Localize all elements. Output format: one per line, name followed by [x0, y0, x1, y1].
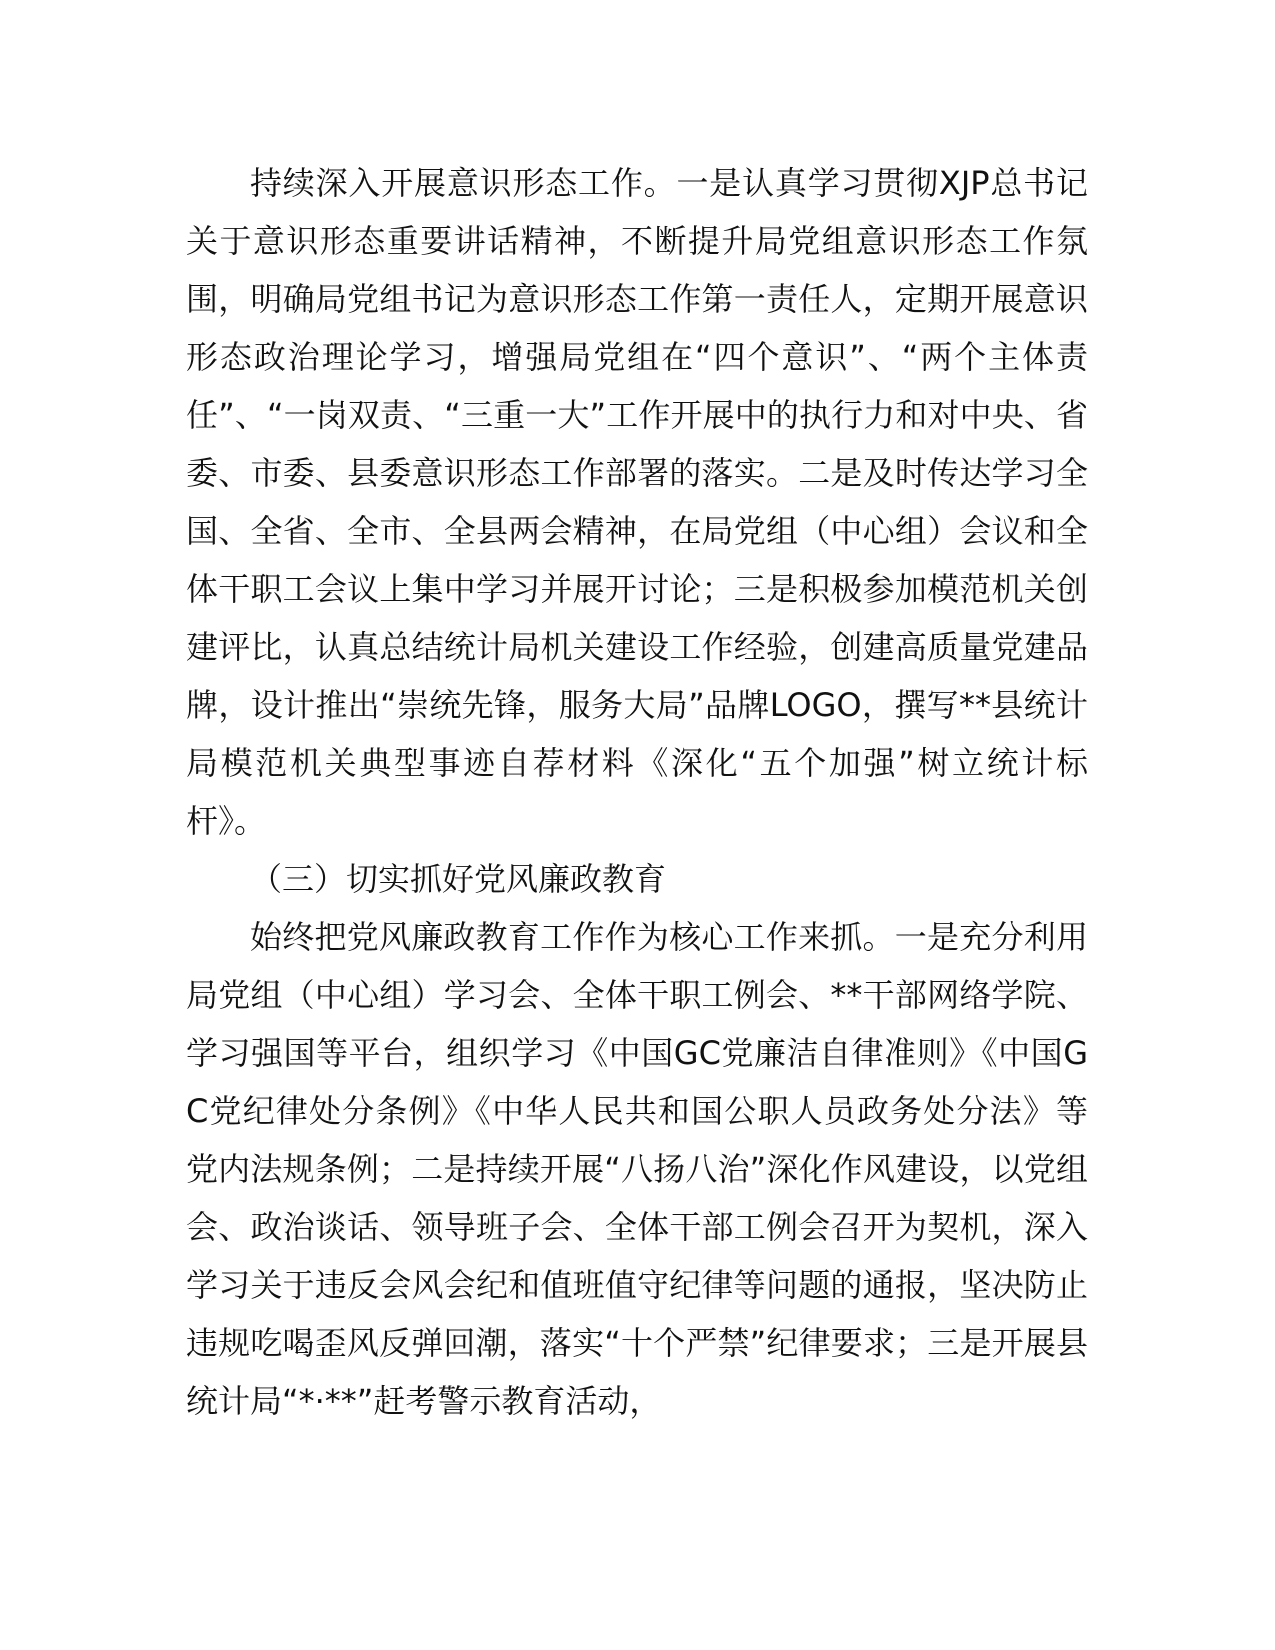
paragraph-integrity-education: 始终把党风廉政教育工作作为核心工作来抓。一是充分利用局党组（中心组）学习会、全体干职工例会、**干部网络学院、学习强国等平台，组织学习《中国GC党廉洁自律准则》《中国GC党纪律处分条例》《中华人民共和国公职人员政务处分法》等党内法规条例；二是持续开展“八扬八治”深化作风建设，以党组会、政治谈话、领导班子会、全体干部工例会召开为契机，深入学习关于违反会风会纪和值班值守纪律等问题的通报，坚决防止违规吃喝歪风反弹回潮，落实“十个严禁”纪律要求；三是开展县统计局“*·**”赶考警示教育活动，	[186, 918, 1088, 1420]
paragraph-ideology-work: 持续深入开展意识形态工作。一是认真学习贯彻XJP总书记关于意识形态重要讲话精神，不断提升局党组意识形态工作氛围，明确局党组书记为意识形态工作第一责任人，定期开展意识形态政治理论学习，增强局党组在“四个意识”、“两个主体责任”、“一岗双责、“三重一大”工作开展中的执行力和对中央、省委、市委、县委意识形态工作部署的落实。二是及时传达学习全国、全省、全市、全县两会精神，在局党组（中心组）会议和全体干职工会议上集中学习并展开讨论；三是积极参加模范机关创建评比，认真总结统计局机关建设工作经验，创建高质量党建品牌，设计推出“崇统先锋，服务大局”品牌LOGO，撰写**县统计局模范机关典型事迹自荐材料《深化“五个加强”树立统计标杆》。	[186, 164, 1088, 840]
document-body	[186, 154, 1088, 1430]
section-heading-integrity-education: （三）切实抓好党风廉政教育	[250, 860, 667, 898]
